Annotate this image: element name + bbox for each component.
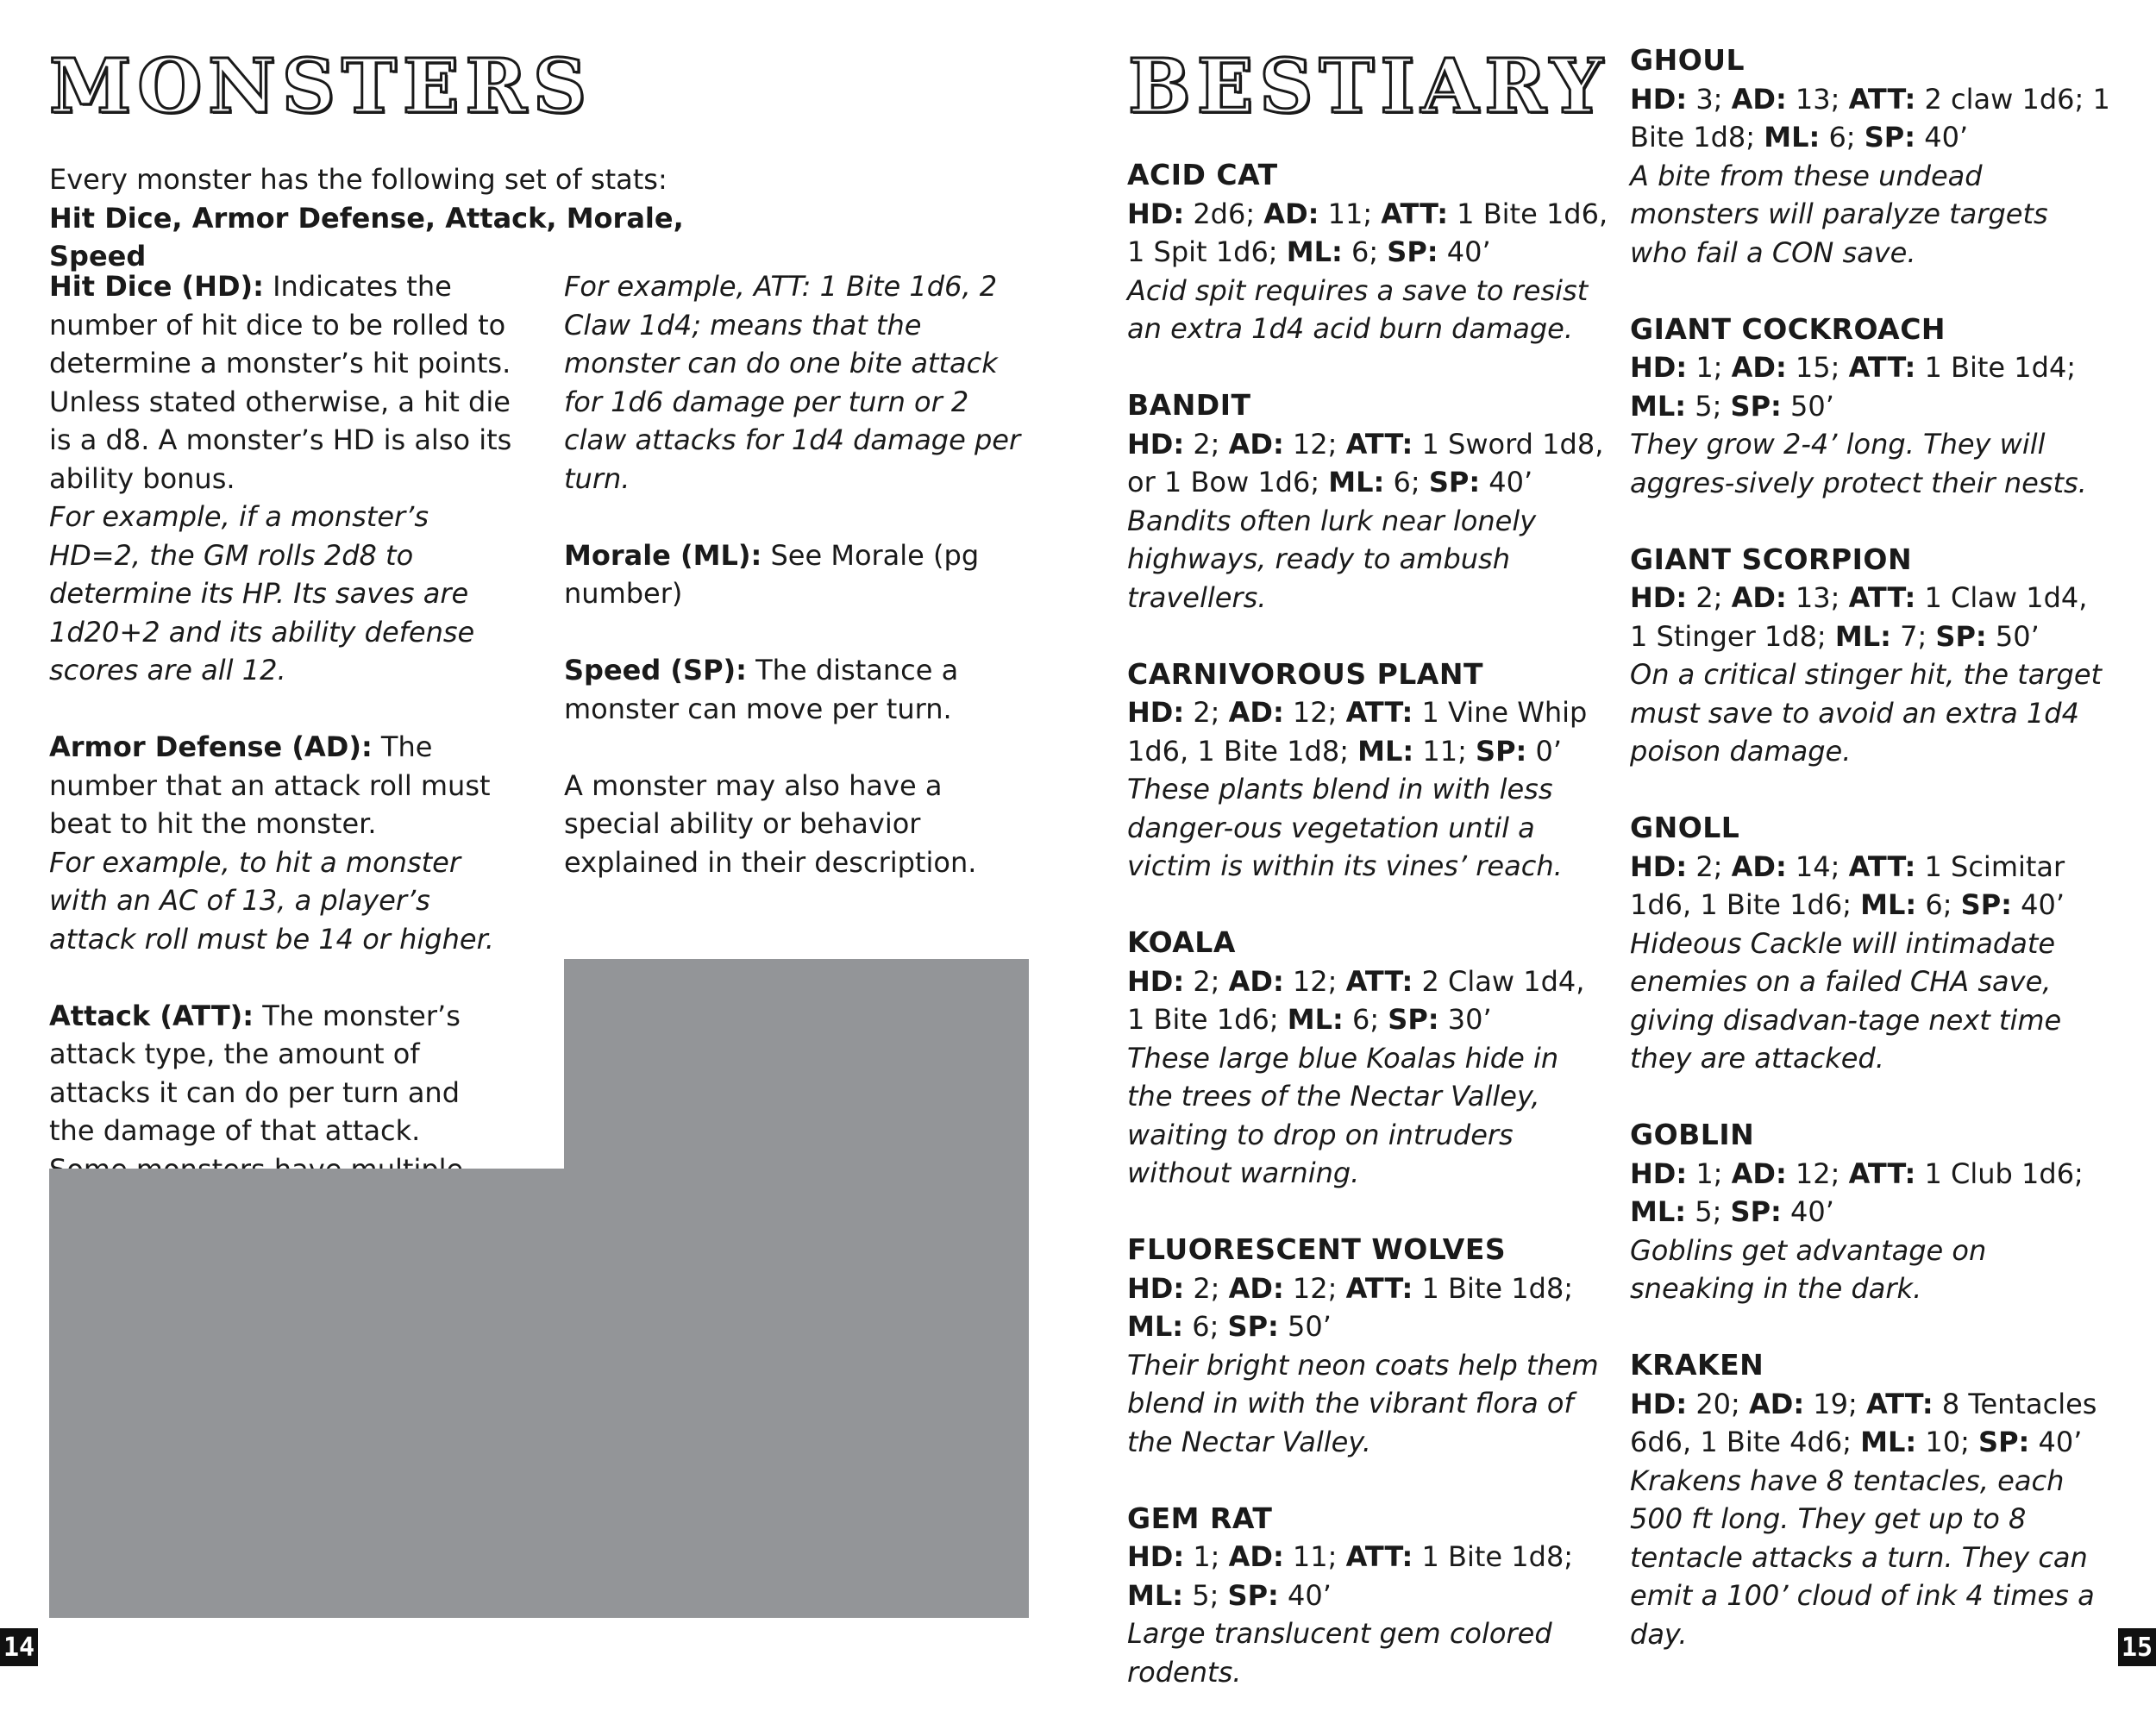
monster-description: They grow 2-4’ long. They will aggres-sively protect their nests. (1630, 428, 2087, 499)
special-note: A monster may also have a special ability or behavior explained in their description. (564, 768, 977, 879)
stat-label-ad: AD: (1263, 197, 1319, 230)
monster-entry-carnivorous-plant (1127, 655, 1610, 886)
stat-label-ad: AD: (1731, 581, 1787, 614)
left-column-1 (49, 267, 515, 1227)
stat-label-sp: SP: (1864, 121, 1916, 154)
monster-stats: HD: 1; AD: 15; ATT: 1 Bite 1d4; ML: 5; SP: 50’ (1630, 351, 2077, 423)
stat-label-ml: ML: (1127, 1310, 1184, 1343)
stat-value-ad: 12 (1292, 964, 1328, 998)
monster-description: On a critical stinger hit, the target must save to avoid an extra 1d4 poison damage. (1630, 658, 2103, 768)
stat-value-hd: 2 (1193, 964, 1211, 998)
intro-line: Every monster has the following set of stats: (49, 163, 667, 196)
stat-label-ml: ML: (1127, 1578, 1184, 1612)
stat-label-sp: SP: (1476, 734, 1527, 768)
left-column-2 (564, 267, 1037, 881)
monster-entry-acid-cat (1127, 156, 1610, 348)
stat-label-hd: HD: (1630, 82, 1688, 116)
stat-value-ml: 6 (1393, 466, 1411, 498)
stat-label-att: ATT: (1345, 427, 1413, 461)
stat-value-hd: 2 (1695, 581, 1714, 614)
monster-stats: HD: 20; AD: 19; ATT: 8 Tentacles 6d6, 1 Bite 4d6; ML: 10; SP: 40’ (1630, 1387, 2097, 1458)
stat-label-ad: AD: (1748, 1387, 1805, 1420)
monster-entry-giant-cockroach (1630, 310, 2113, 503)
sp-text: The distance a monster can move per turn. (564, 654, 959, 725)
page-number-right: 15 (2118, 1628, 2156, 1666)
stat-value-sp: 50’ (1287, 1310, 1332, 1343)
stat-label-hd: HD: (1127, 964, 1185, 998)
stat-value-ml: 7 (1900, 619, 1918, 653)
bestiary-column-2 (1630, 41, 2113, 1692)
stat-value-ml: 5 (1695, 389, 1713, 423)
stat-label-att: ATT: (1345, 964, 1413, 998)
stat-value-sp: 40’ (1789, 1195, 1834, 1228)
stat-label-ad: AD: (1228, 696, 1284, 729)
stat-label-att: ATT: (1865, 1387, 1934, 1420)
hd-example: For example, if a monster’s HD=2, the GM rolls 2d8 to determine its HP. Its saves are 1d20+2 and its ability defense scores are all 12. (49, 500, 475, 686)
monster-name: ACID CAT (1127, 158, 1278, 191)
stat-label-sp: SP: (1960, 888, 2012, 921)
monster-description: Hideous Cackle will intimadate enemies on a failed CHA save, giving disadvan-tage next time they are attacked. (1630, 926, 2062, 1075)
stat-label-ad: AD: (1228, 427, 1284, 461)
monster-stats: HD: 2; AD: 12; ATT: 1 Sword 1d8, or 1 Bow 1d6; ML: 6; SP: 40’ (1127, 427, 1604, 498)
stat-label-ml: ML: (1328, 466, 1385, 498)
monster-entry-ghoul (1630, 41, 2113, 272)
monster-description: These large blue Koalas hide in the trees of the Nectar Valley, waiting to drop on intruders without warning. (1127, 1041, 1559, 1189)
stat-label-hd: HD: (1127, 696, 1185, 729)
stat-value-sp: 50’ (1789, 389, 1834, 423)
stat-value-ml: 6 (1828, 121, 1846, 154)
monster-entry-gem-rat (1127, 1500, 1610, 1692)
stat-value-sp: 50’ (1995, 619, 2040, 653)
stat-label-ml: ML: (1630, 1195, 1687, 1228)
monster-stats: HD: 2; AD: 14; ATT: 1 Scimitar 1d6, 1 Bite 1d6; ML: 6; SP: 40’ (1630, 849, 2065, 921)
stat-value-att: 1 Bite 1d8 (1421, 1540, 1564, 1573)
monster-name: KOALA (1127, 925, 1236, 959)
stat-value-ml: 5 (1192, 1578, 1210, 1612)
stat-label-ml: ML: (1287, 1003, 1344, 1036)
monster-description: Goblins get advantage on sneaking in the dark. (1630, 1233, 1987, 1305)
stat-label-ad: AD: (1228, 964, 1284, 998)
monster-name: FLUORESCENT WOLVES (1127, 1232, 1507, 1266)
monster-stats: HD: 3; AD: 13; ATT: 2 claw 1d6; 1 Bite 1d8; ML: 6; SP: 40’ (1630, 82, 2110, 154)
stat-label-att: ATT: (1381, 197, 1448, 230)
stat-label-ml: ML: (1860, 888, 1917, 921)
stat-label-att: ATT: (1848, 82, 1916, 116)
stat-value-att: 1 Sword 1d8, or 1 Bow 1d6 (1127, 427, 1604, 498)
intro (49, 160, 722, 276)
monster-entry-gnoll (1630, 809, 2113, 1078)
stat-value-ad: 12 (1292, 427, 1328, 461)
stat-label-sp: SP: (1428, 466, 1481, 498)
stat-value-ml: 6 (1351, 235, 1369, 268)
stat-value-hd: 2 (1695, 849, 1714, 883)
stat-value-ad: 12 (1292, 696, 1328, 729)
monster-stats: HD: 2; AD: 13; ATT: 1 Claw 1d4, 1 Stinger 1d8; ML: 7; SP: 50’ (1630, 581, 2088, 653)
stat-label-ml: ML: (1860, 1426, 1917, 1458)
monsters-title: MONSTERS (49, 43, 592, 130)
stat-label-ad: AD: (1731, 1156, 1787, 1190)
monster-name: KRAKEN (1630, 1348, 1764, 1382)
monster-entry-fluorescent-wolves (1127, 1231, 1610, 1461)
ml-label: Morale (ML): (564, 538, 762, 572)
stat-label-ad: AD: (1731, 82, 1787, 116)
stat-label-sp: SP: (1730, 389, 1782, 423)
stat-label-sp: SP: (1227, 1310, 1279, 1343)
hd-definition (49, 267, 515, 690)
monster-name: GEM RAT (1127, 1501, 1273, 1535)
stat-value-att: 1 Bite 1d8 (1421, 1271, 1564, 1305)
image-placeholder-bottom (49, 1169, 1029, 1618)
stat-label-sp: SP: (1935, 619, 1987, 653)
stat-label-hd: HD: (1127, 197, 1185, 230)
stat-label-ml: ML: (1357, 734, 1414, 768)
bestiary-title: BESTIARY (1128, 43, 1609, 130)
monster-entry-kraken (1630, 1346, 2113, 1653)
stat-value-sp: 40’ (2038, 1426, 2083, 1458)
monster-stats: HD: 2; AD: 12; ATT: 2 Claw 1d4, 1 Bite 1d6; ML: 6; SP: 30’ (1127, 964, 1585, 1036)
stat-label-ad: AD: (1228, 1540, 1284, 1573)
stat-label-att: ATT: (1848, 351, 1916, 384)
monster-stats: HD: 1; AD: 12; ATT: 1 Club 1d6; ML: 5; SP: 40’ (1630, 1156, 2084, 1228)
stat-value-sp: 30’ (1447, 1003, 1492, 1036)
stat-value-sp: 40’ (1446, 235, 1491, 268)
stat-value-hd: 20 (1695, 1387, 1732, 1420)
stat-value-att: 1 Vine Whip 1d6, 1 Bite 1d8 (1127, 696, 1588, 768)
stat-label-hd: HD: (1630, 351, 1688, 384)
att-text: The monster’s attack type, the amount of attacks it can do per turn and the damage of that attack. (49, 999, 461, 1147)
stat-label-att: ATT: (1848, 1156, 1916, 1190)
stat-value-att: 1 Bite 1d6, 1 Spit 1d6 (1127, 197, 1608, 268)
monster-name: BANDIT (1127, 388, 1251, 422)
stat-value-ad: 12 (1292, 1271, 1328, 1305)
monster-entry-goblin (1630, 1116, 2113, 1308)
monster-stats: HD: 1; AD: 11; ATT: 1 Bite 1d8; ML: 5; SP: 40’ (1127, 1540, 1574, 1612)
stat-value-ml: 10 (1925, 1426, 1961, 1458)
stat-label-ad: AD: (1228, 1271, 1284, 1305)
monster-description: Bandits often lurk near lonely highways, ready to ambush travellers. (1127, 504, 1537, 614)
stat-value-att: 1 Bite 1d4 (1924, 351, 2067, 384)
ad-text: The number that an attack roll must beat to hit the monster. (49, 730, 491, 840)
stat-value-ad: 19 (1813, 1387, 1848, 1420)
monster-stats: HD: 2; AD: 12; ATT: 1 Bite 1d8; ML: 6; SP: 50’ (1127, 1271, 1574, 1343)
stat-value-ad: 15 (1795, 351, 1831, 384)
stat-value-hd: 3 (1695, 82, 1714, 116)
stat-value-ml: 5 (1695, 1195, 1713, 1228)
monster-entry-koala (1127, 924, 1610, 1193)
monster-description: These plants blend in with less danger-ous vegetation until a victim is within its vines’ reach. (1127, 773, 1563, 882)
stat-label-sp: SP: (1730, 1195, 1782, 1228)
stat-value-ml: 6 (1351, 1003, 1370, 1036)
stat-value-hd: 1 (1695, 1156, 1714, 1190)
stat-value-att: 2 claw 1d6; 1 Bite 1d8 (1630, 82, 2110, 154)
stat-value-hd: 1 (1695, 351, 1714, 384)
intro-stats: Hit Dice, Armor Defense, Attack, Morale, Speed (49, 201, 684, 273)
stat-label-att: ATT: (1848, 581, 1916, 614)
stat-label-ad: AD: (1731, 849, 1787, 883)
stat-value-ad: 13 (1795, 82, 1831, 116)
stat-value-ml: 6 (1925, 888, 1943, 921)
monster-entry-giant-scorpion (1630, 541, 2113, 771)
sp-label: Speed (SP): (564, 654, 747, 686)
stat-label-ml: ML: (1834, 619, 1891, 653)
stat-label-hd: HD: (1127, 427, 1185, 461)
stat-label-hd: HD: (1127, 1540, 1185, 1573)
monster-stats: HD: 2; AD: 12; ATT: 1 Vine Whip 1d6, 1 Bite 1d8; ML: 11; SP: 0’ (1127, 696, 1588, 768)
monster-name: GIANT COCKROACH (1630, 311, 1946, 346)
stat-label-att: ATT: (1345, 1271, 1413, 1305)
monster-name: GOBLIN (1630, 1118, 1755, 1151)
monster-name: GNOLL (1630, 811, 1740, 844)
stat-value-hd: 2 (1193, 427, 1211, 461)
stat-value-hd: 2 (1193, 1271, 1211, 1305)
stat-value-att: 1 Club 1d6 (1924, 1156, 2075, 1190)
stat-value-ad: 12 (1795, 1156, 1831, 1190)
stat-value-att: 1 Scimitar 1d6, 1 Bite 1d6 (1630, 849, 2065, 921)
hd-text: Indicates the number of hit dice to be rolled to determine a monster’s hit points. Unless stated otherwise, a hit die is a d8. A monster’s HD is also its ability bonus. (49, 270, 512, 495)
stat-value-sp: 0’ (1535, 734, 1563, 768)
stat-label-hd: HD: (1630, 1387, 1688, 1420)
stat-label-att: ATT: (1345, 1540, 1413, 1573)
stat-value-hd: 2d6 (1193, 197, 1246, 230)
stat-value-sp: 40’ (1489, 466, 1533, 498)
att-example: For example, ATT: 1 Bite 1d6, 2 Claw 1d4; means that the monster can do one bite attack for 1d6 damage per turn or 2 claw attacks for 1d4 damage per turn. (564, 270, 1021, 495)
stat-value-att: 2 Claw 1d4, 1 Bite 1d6 (1127, 964, 1585, 1036)
hd-label: Hit Dice (HD): (49, 270, 264, 303)
stat-value-sp: 40’ (1924, 121, 1969, 154)
monster-stats: HD: 2d6; AD: 11; ATT: 1 Bite 1d6, 1 Spit 1d6; ML: 6; SP: 40’ (1127, 197, 1608, 268)
stat-value-ad: 11 (1327, 197, 1363, 230)
stat-label-ad: AD: (1731, 351, 1787, 384)
bestiary-column-1 (1127, 156, 1610, 1730)
stat-label-hd: HD: (1630, 1156, 1688, 1190)
stat-value-att: 8 Tentacles 6d6, 1 Bite 4d6 (1630, 1387, 2097, 1458)
stat-value-ml: 6 (1192, 1310, 1210, 1343)
stat-label-sp: SP: (1978, 1426, 2030, 1458)
stat-label-sp: SP: (1388, 1003, 1439, 1036)
monster-name: GIANT SCORPION (1630, 542, 1913, 576)
stat-label-sp: SP: (1387, 235, 1438, 268)
image-placeholder-top (564, 959, 1029, 1169)
stat-value-att: 1 Claw 1d4, 1 Stinger 1d8 (1630, 581, 2088, 653)
ad-example: For example, to hit a monster with an AC of 13, a player’s attack roll must be 14 or higher. (49, 845, 494, 956)
page-number-left: 14 (0, 1628, 38, 1666)
stat-value-ad: 14 (1795, 849, 1831, 883)
stat-label-att: ATT: (1848, 849, 1916, 883)
monster-name: GHOUL (1630, 43, 1745, 77)
stat-label-ml: ML: (1630, 389, 1687, 423)
monster-description: Acid spit requires a save to resist an extra 1d4 acid burn damage. (1127, 273, 1589, 345)
stat-value-hd: 2 (1193, 696, 1211, 729)
stat-label-sp: SP: (1227, 1578, 1279, 1612)
stat-value-sp: 40’ (2021, 888, 2065, 921)
monster-description: A bite from these undead monsters will paralyze targets who fail a CON save. (1630, 159, 2048, 269)
monster-description: Krakens have 8 tentacles, each 500 ft long. They get up to 8 tentacle attacks a turn. They can emit a 100’ cloud of ink 4 times a day. (1630, 1464, 2095, 1651)
ad-definition (49, 728, 515, 958)
monster-description: Their bright neon coats help them blend in with the vibrant flora of the Nectar Valley. (1127, 1348, 1599, 1458)
stat-label-hd: HD: (1630, 849, 1688, 883)
ad-label: Armor Defense (AD): (49, 730, 373, 763)
stat-value-ad: 13 (1795, 581, 1831, 614)
ml-text: See Morale (pg number) (564, 538, 980, 610)
stat-value-ml: 11 (1422, 734, 1458, 768)
monster-entry-bandit (1127, 386, 1610, 617)
stat-label-hd: HD: (1127, 1271, 1185, 1305)
stat-label-ml: ML: (1286, 235, 1343, 268)
stat-label-ml: ML: (1764, 121, 1821, 154)
stat-value-ad: 11 (1292, 1540, 1328, 1573)
stat-label-att: ATT: (1345, 696, 1413, 729)
stat-value-sp: 40’ (1287, 1578, 1332, 1612)
stat-label-hd: HD: (1630, 581, 1688, 614)
stat-value-hd: 1 (1193, 1540, 1211, 1573)
att-label: Attack (ATT): (49, 999, 254, 1032)
monster-name: CARNIVOROUS PLANT (1127, 656, 1483, 691)
monster-description: Large translucent gem colored rodents. (1127, 1617, 1552, 1689)
